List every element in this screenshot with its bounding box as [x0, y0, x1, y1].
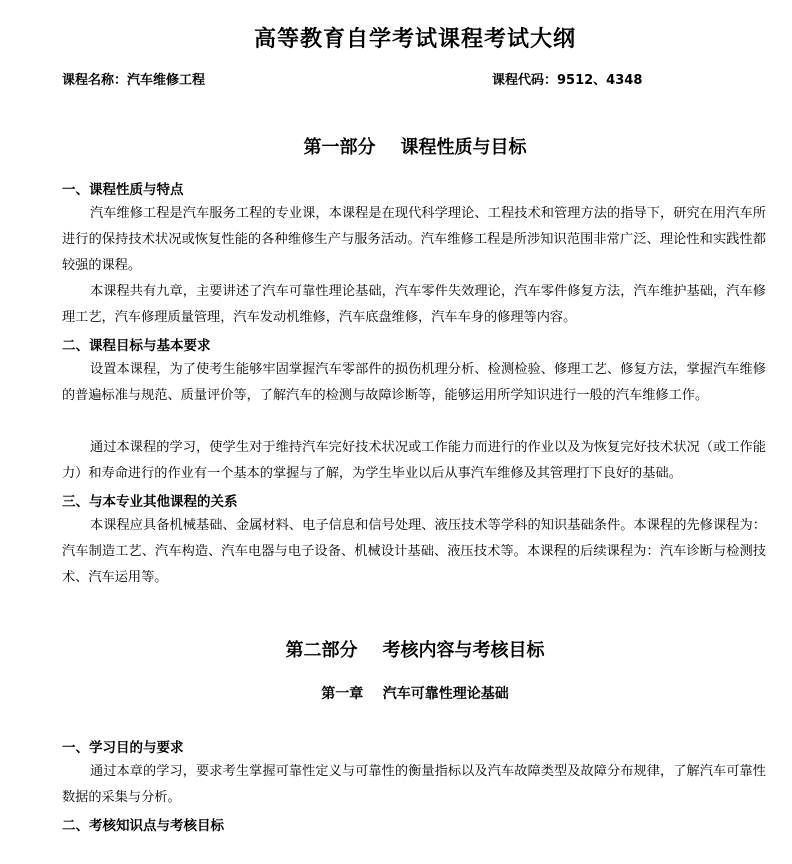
- course-name: 课程名称：汽车维修工程: [62, 73, 206, 88]
- paragraph-nature-1: 汽车维修工程是汽车服务工程的专业课，本课程是在现代科学理论、工程技术和管理方法的指导下，研究在用汽车所进行的保持技术状况或恢复性能的各种维修生产与服务活动。汽车维修工程是所涉知识范围非常广泛、理论性和实践性都较强的课程。: [62, 206, 766, 273]
- paragraph-relations-1: 本课程应具备机械基础、金属材料、电子信息和信号处理、液压技术等学科的知识基础条件。本课程的先修课程为：汽车制造工艺、汽车构造、汽车电器与电子设备、机械设计基础、液压技术等。本课程的后续课程为：汽车诊断与检测技术、汽车运用等。: [62, 518, 766, 585]
- section-heading-exam-points: 二、考核知识点与考核目标: [62, 818, 224, 834]
- section-heading-study-goals: 一、学习目的与要求: [62, 740, 184, 756]
- part1-title: 第一部分 课程性质与目标: [303, 137, 527, 158]
- paragraph-goals-2: 通过本课程的学习，使学生对于维持汽车完好技术状况或工作能力而进行的作业以及为恢复完好技术状况（或工作能力）和寿命进行的作业有一个基本的掌握与了解，为学生毕业以后从事汽车维修及其管理打下良好的基础。: [62, 440, 766, 481]
- document-title: 高等教育自学考试课程考试大纲: [253, 26, 576, 52]
- part2-title: 第二部分 考核内容与考核目标: [285, 640, 545, 661]
- section-heading-nature: 一、课程性质与特点: [62, 182, 184, 198]
- course-code: 课程代码：9512、4348: [492, 73, 643, 88]
- paragraph-nature-2: 本课程共有九章，主要讲述了汽车可靠性理论基础，汽车零件失效理论，汽车零件修复方法，汽车维护基础，汽车修理工艺，汽车修理质量管理，汽车发动机维修，汽车底盘维修，汽车车身的修理等内容。: [62, 284, 766, 325]
- chapter1-title: 第一章 汽车可靠性理论基础: [321, 686, 509, 702]
- section-heading-goals: 二、课程目标与基本要求: [62, 338, 211, 354]
- section-heading-relations: 三、与本专业其他课程的关系: [62, 494, 238, 510]
- paragraph-goals-1: 设置本课程，为了使考生能够牢固掌握汽车零部件的损伤机理分析、检测检验、修理工艺、修复方法，掌握汽车维修的普遍标准与规范、质量评价等，了解汽车的检测与故障诊断等，能够运用所学知识进行一般的汽车维修工作。: [62, 362, 766, 403]
- paragraph-study-goals-1: 通过本章的学习，要求考生掌握可靠性定义与可靠性的衡量指标以及汽车故障类型及故障分布规律，了解汽车可靠性数据的采集与分析。: [62, 764, 766, 805]
